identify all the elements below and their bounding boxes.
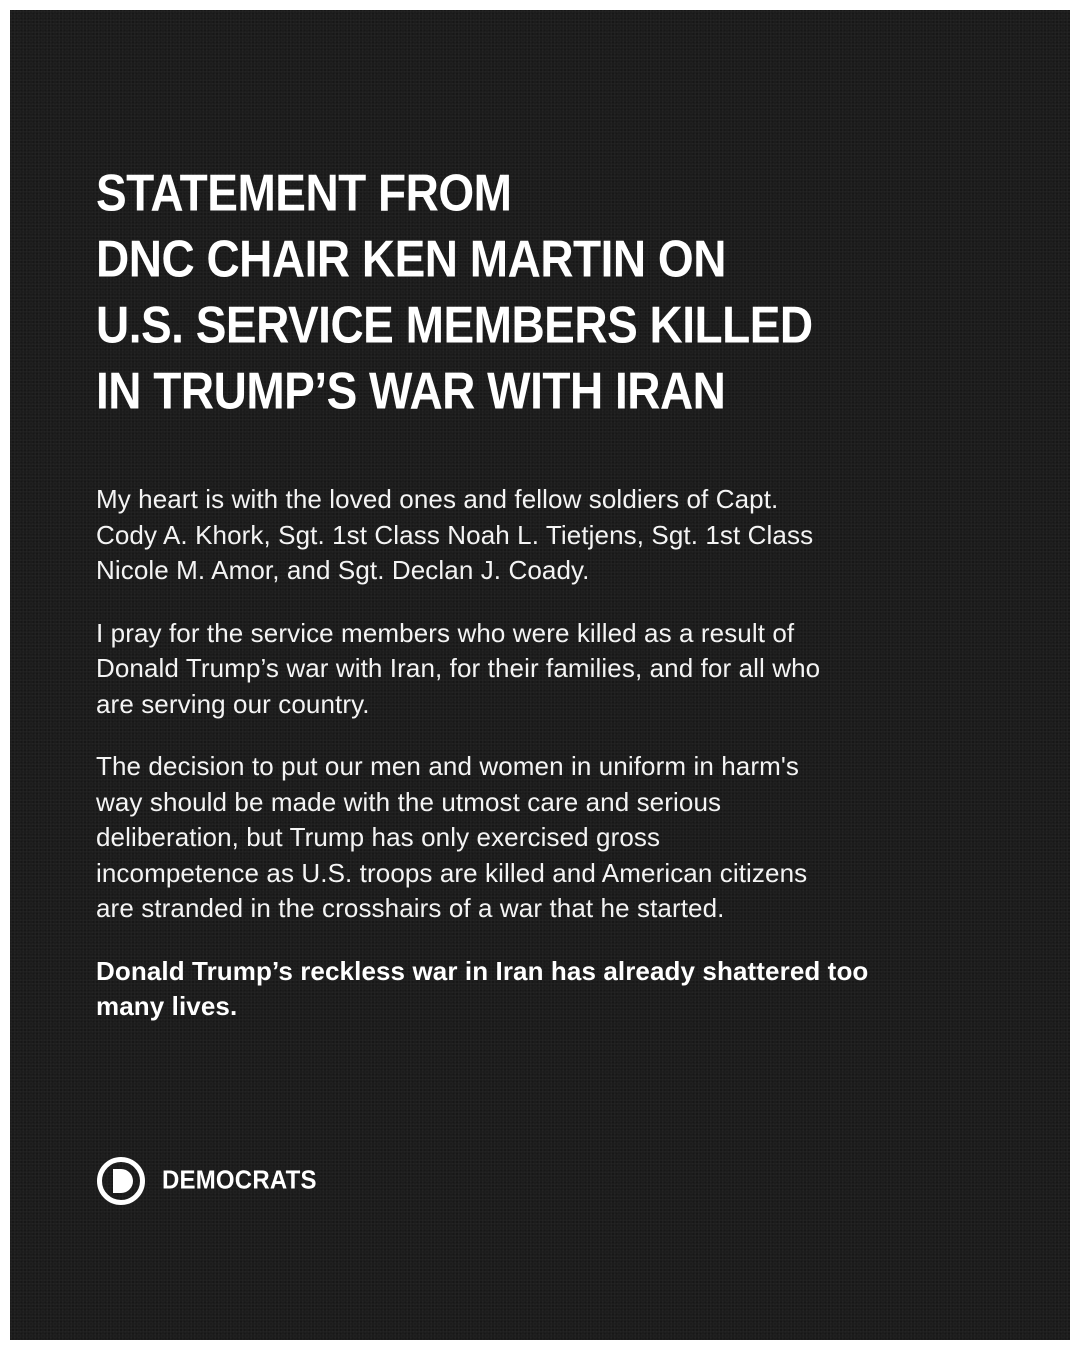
brand-name: DEMOCRATS	[162, 1165, 317, 1196]
statement-card	[10, 10, 1070, 1340]
headline-line: IN TRUMP’S WAR WITH IRAN	[96, 361, 726, 420]
paragraph-prayer	[96, 616, 996, 723]
paragraph-criticism	[96, 749, 996, 927]
brand-signature	[96, 1156, 317, 1206]
democrats-d-logo-icon	[96, 1156, 146, 1206]
headline-line: U.S. SERVICE MEMBERS KILLED	[96, 295, 813, 354]
statement-headline	[96, 160, 996, 424]
paragraph-line: I pray for the service members who were killed as a result of	[96, 617, 795, 648]
paragraph-line: incompetence as U.S. troops are killed and American citizens	[96, 857, 808, 888]
statement-body	[96, 482, 996, 1052]
paragraph-line: My heart is with the loved ones and fellow soldiers of Capt.	[96, 484, 779, 514]
paragraph-line: are stranded in the crosshairs of a war that he started.	[96, 893, 725, 923]
paragraph-line: are serving our country.	[96, 688, 370, 719]
paragraph-line: Nicole M. Amor, and Sgt. Declan J. Coady.	[96, 555, 590, 585]
paragraph-line: deliberation, but Trump has only exercised gross	[96, 822, 661, 852]
paragraph-line: Cody A. Khork, Sgt. 1st Class Noah L. Tietjens, Sgt. 1st Class	[96, 519, 814, 550]
paragraph-line: many lives.	[96, 991, 238, 1021]
headline-line: STATEMENT FROM	[96, 163, 512, 222]
paragraph-line: The decision to put our men and women in uniform in harm's	[96, 751, 800, 781]
headline-line: DNC CHAIR KEN MARTIN ON	[96, 229, 726, 288]
paragraph-line: way should be made with the utmost care and serious	[96, 786, 722, 817]
paragraph-line: Donald Trump’s war with Iran, for their families, and for all who	[96, 653, 821, 683]
paragraph-conclusion	[96, 954, 996, 1025]
paragraph-line: Donald Trump’s reckless war in Iran has already shattered too	[96, 955, 869, 986]
paragraph-condolences	[96, 482, 996, 589]
